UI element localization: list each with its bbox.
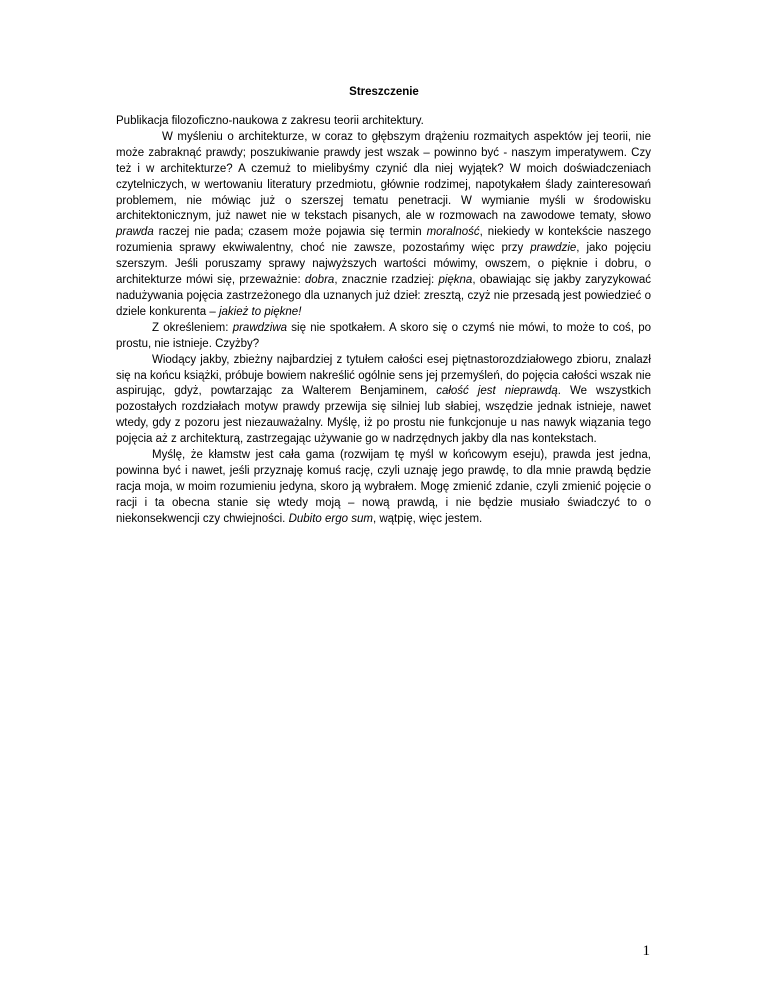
paragraph-lies-and-truth — [116, 448, 651, 528]
text-segment: Wiodący jakby, zbieżny najbardziej z tytułem całości esej piętnastorozdziałowego zbioru, znalazł się na końcu książki, próbuje bowiem nakreślić ogólnie sens jej przemyśleń, do pojęcia całości wszak nie aspirując, gdyż, powtarzając za Walterem Benjaminem, — [116, 353, 651, 398]
text-segment: , niekiedy w kontekście naszego rozumienia sprawy ekwiwalentny, choć nie zawsze, pozostańmy więc przy — [116, 226, 651, 255]
page-number: 1 — [642, 943, 650, 959]
emphasized-text: moralność — [426, 226, 480, 239]
paragraph-truth-in-architecture — [116, 130, 651, 321]
emphasized-text: piękna — [438, 274, 473, 287]
text-segment: , wątpię, więc jestem. — [372, 512, 483, 525]
abstract-body — [116, 114, 651, 528]
text-segment: , znacznie rzadziej: — [334, 274, 439, 287]
text-segment: , jako pojęciu szerszym. Jeśli poruszamy sprawy najwyższych wartości mówimy, owszem, o pięknie i dobru, o architekturze mówi się, przeważnie: — [116, 242, 651, 287]
text-segment: . We wszystkich pozostałych rozdziałach motyw prawdy przewija się silniej lub słabiej, wszędzie jednak istnieje, nawet wtedy, gdy z pozoru jest niezauważalny. Myślę, iż po prostu nie funkcjonuje u nas nawyk wiązania tego pojęcia aż z architekturą, zastrzegając używanie go w nadrzędnych jakby dla nas kontekstach. — [116, 385, 651, 446]
text-segment: , obawiając się jakby zaryzykować nadużywania pojęcia zastrzeżonego dla uznanych już dzieł: zresztą, czyż nie przesadą jest powiedzieć o dziele konkurenta – — [116, 274, 651, 318]
emphasized-text: jakież to piękne! — [218, 305, 302, 318]
text-segment: W myśleniu o architekturze, w coraz to głębszym drążeniu rozmaitych aspektów jej teorii, nie może zabraknąć prawdy; poszukiwanie prawdy jest wszak – powinno być - naszym imperatywem. Czy też i w architekturze? A czemuż to mielibyśmy czynić dla niej wyjątek? W moich doświadczeniach czytelniczych, w wertowaniu literatury przedmiotu, głównie rodzimej, napotykałem ślady zainteresowań problemem, nie mówiąc już o szerszej tematu penetracji. W wymianie myśli w środowisku architektonicznym, już nawet nie w tekstach pisanych, ale w rozmowach na zawodowe tematy, słowo — [116, 130, 651, 223]
emphasized-text: prawda — [116, 226, 154, 239]
paragraph-intro — [116, 114, 651, 130]
paragraph-true-architecture — [116, 321, 651, 353]
emphasized-text: całość jest nieprawdą — [436, 385, 558, 398]
page-title: Streszczenie — [349, 86, 419, 98]
text-segment: Publikacja filozoficzno-naukowa z zakresu teorii architektury. — [116, 115, 424, 127]
emphasized-text: Dubito ergo sum — [288, 512, 373, 525]
emphasized-text: prawdziwa — [232, 321, 288, 334]
text-segment: się nie spotkałem. A skoro się o czymś nie mówi, to może to coś, po prostu, nie istnieje. Czyżby? — [116, 321, 652, 350]
emphasized-text: prawdzie — [530, 242, 577, 255]
emphasized-text: dobra — [304, 274, 335, 287]
text-segment: Myślę, że kłamstw jest cała gama (rozwijam tę myśl w końcowym eseju), prawda jest jedna, powinna być i nawet, jeśli przyznaję komuś rację, czyli uznaję jego prawdę, to dla mnie prawdą będzie racja moja, w moim rozumieniu jedyna, skoro ją wybrałem. Mogę zmienić zdanie, czyli zmienić pojęcie o racji i ta obecna stanie się wtedy moją – nową prawdą, i nie będzie musiało świadczyć to o niekonsekwencji czy chwiejności. — [116, 449, 651, 525]
paragraph-leading-essay — [116, 353, 651, 448]
text-segment: raczej nie pada; czasem może pojawia się termin — [153, 226, 427, 239]
text-segment: Z określeniem: — [152, 321, 233, 334]
